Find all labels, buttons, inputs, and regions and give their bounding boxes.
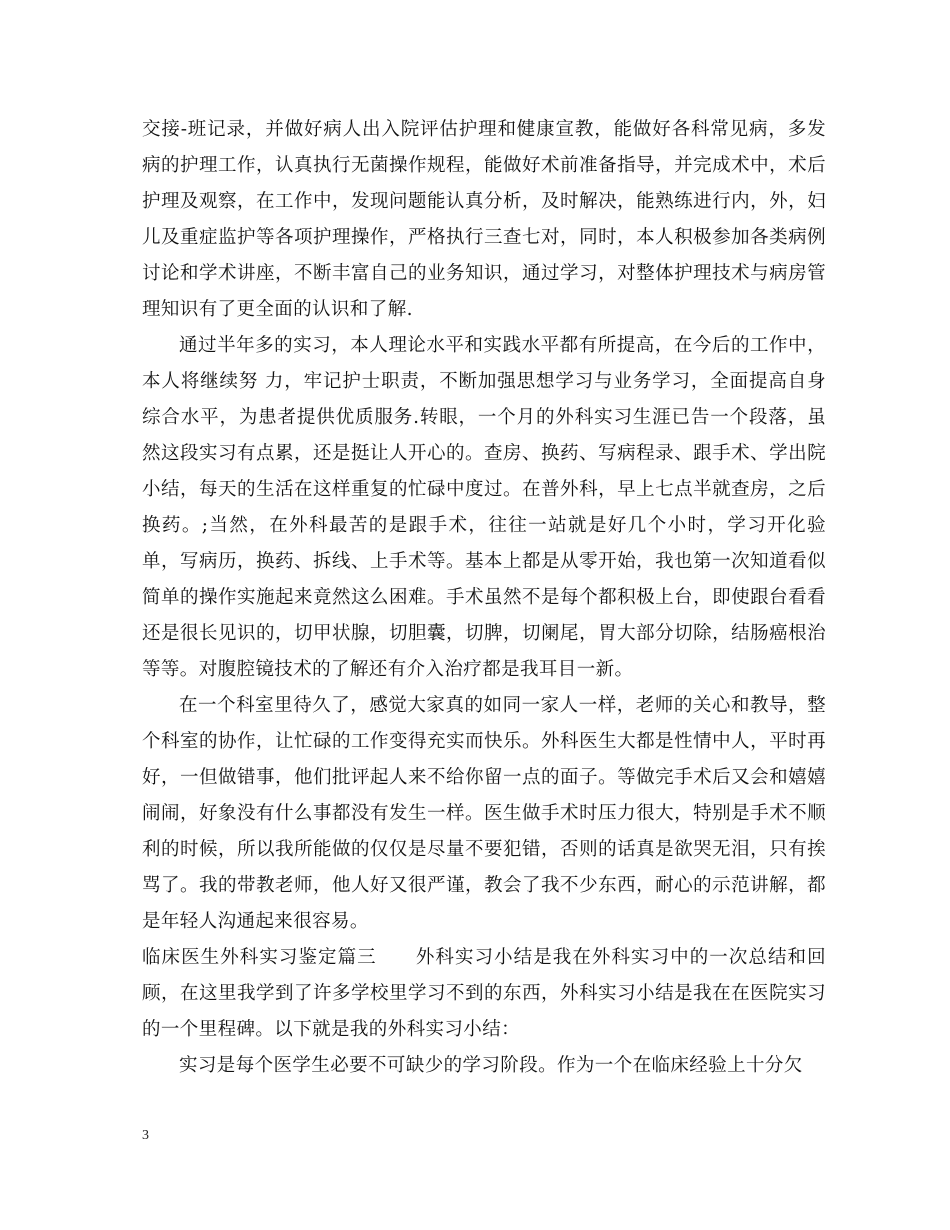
paragraph-1: 交接-班记录，并做好病人出入院评估护理和健康宣教，能做好各科常见病，多发病的护理工作，认真执行无菌操作规程，能做好术前准备指导，并完成术中，术后护理及观察，在工作中，发现问题能认真分析，及时解决，能熟练进行内，外，妇儿及重症监护等各项护理操作，严格执行三查七对，同时，本人积极参加各类病例讨论和学术讲座，不断丰富自己的业务知识，通过学习，对整体护理技术与病房管理知识有了更全面的认识和了解.: [142, 119, 826, 320]
paragraph-3: 在一个科室里待久了，感觉大家真的如同一家人一样，老师的关心和教导，整个科室的协作，让忙碌的工作变得充实而快乐。外科医生大都是性情中人，平时再好，一但做错事，他们批评起人来不给你留一点的面子。等做完手术后又会和嬉嬉闹闹，好象没有什么事都没有发生一样。医生做手术时压力很大，特别是手术不顺利的时候，所以我所能做的仅仅是尽量不要犯错，否则的话真是欲哭无泪，只有挨骂了。我的带教老师，他人好又很严谨，教会了我不少东西，耐心的示范讲解，都是年轻人沟通起来很容易。: [142, 695, 826, 932]
paragraph-5: 实习是每个医学生必要不可缺少的学习阶段。作为一个在临床经验上十分欠: [179, 1055, 803, 1076]
paragraph-2: 通过半年多的实习，本人理论水平和实践水平都有所提高，在今后的工作中，本人将继续努 力，牢记护士职责，不断加强思想学习与业务学习，全面提高自身综合水平，为患者提供优质服务.转眼，一个月的外科实习生涯已告一个段落，虽然这段实习有点累，还是挺让人开心的。查房、换药、写病程录、跟手术、学出院小结，每天的生活在这样重复的忙碌中度过。在普外科，早上七点半就查房，之后换药。;当然，在外科最苦的是跟手术，往往一站就是好几个小时，学习开化验单，写病历，换药、拆线、上手术等。基本上都是从零开始，我也第一次知道看似简单的操作实施起来竟然这么困难。手术虽然不是每个都积极上台，即使跟台看看还是很长见识的，切甲状腺，切胆囊，切脾，切阑尾，胃大部分切除，结肠癌根治等等。对腹腔镜技术的了解还有介入治疗都是我耳目一新。: [142, 335, 826, 680]
document-body: [142, 112, 826, 1084]
paragraph-4-section-heading: 临床医生外科实习鉴定篇三 外科实习小结是我在外科实习中的一次总结和回顾，在这里我学到了许多学校里学习不到的东西，外科实习小结是我在在医院实习的一个里程碑。以下就是我的外科实习小结：: [142, 947, 826, 1040]
page-number: 3: [142, 1128, 149, 1143]
